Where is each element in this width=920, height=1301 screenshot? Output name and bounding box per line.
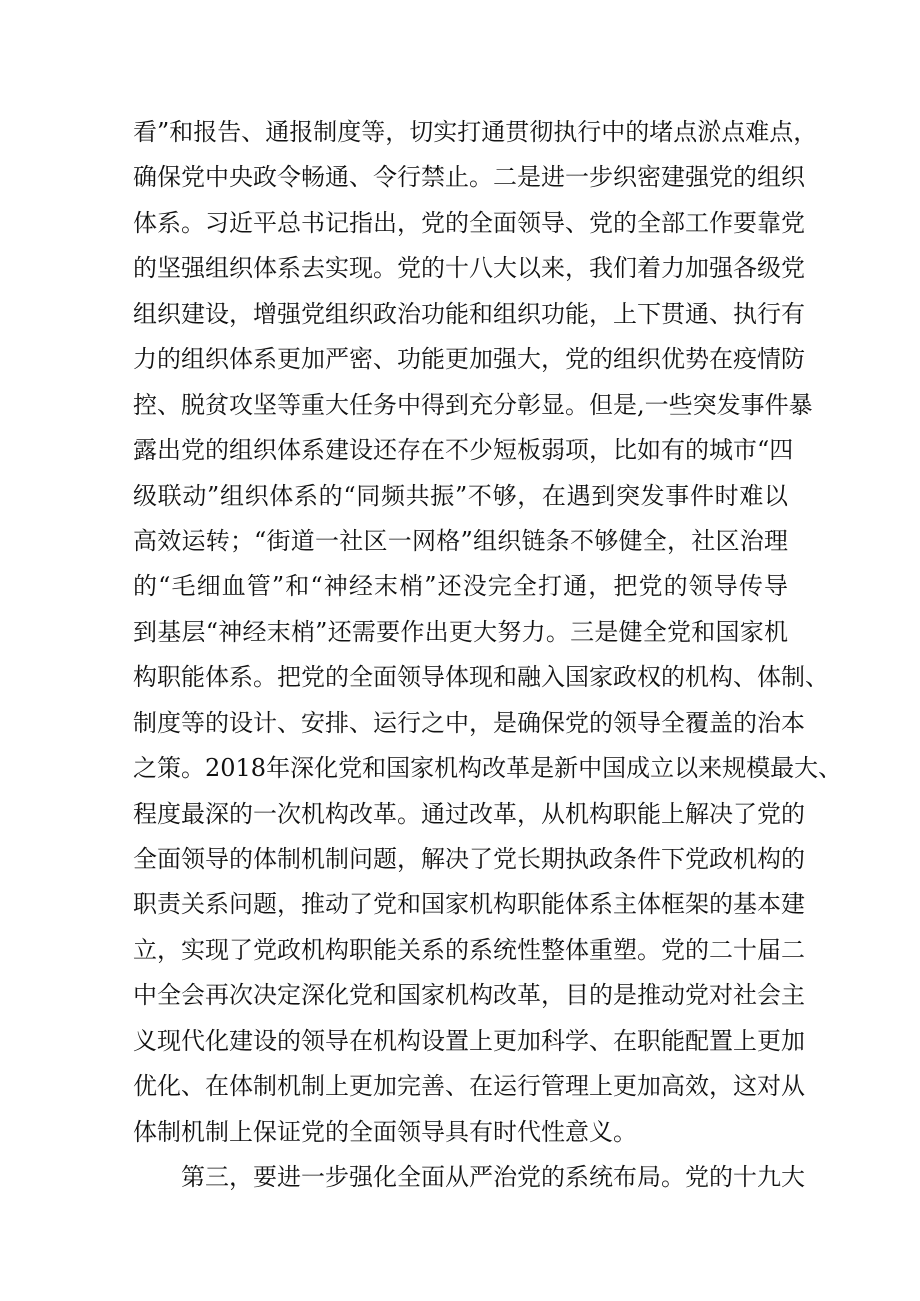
text-line: 到基层“神经末梢”还需要作出更大努力。三是健全党和国家机: [133, 617, 788, 646]
text-line: 制度等的设计、安排、运行之中，是确保党的领导全覆盖的治本: [133, 708, 805, 737]
text-line: 义现代化建设的领导在机构设置上更加科学、在职能配置上更加: [133, 1026, 805, 1055]
text-line: 的坚强组织体系去实现。党的十八大以来，我们着力加强各级党: [133, 254, 805, 283]
paragraph: [133, 110, 843, 1155]
text-line: 露出党的组织体系建设还存在不少短板弱项，比如有的城市“四: [133, 436, 794, 465]
text-line: 职责关系问题，推动了党和国家机构职能体系主体框架的基本建: [133, 890, 805, 919]
text-line: 优化、在体制机制上更加完善、在运行管理上更加高效，这对从: [133, 1072, 805, 1101]
text-line: 看”和报告、通报制度等，切实打通贯彻执行中的堵点淤点难点，: [133, 118, 818, 146]
text-line: 级联动”组织体系的“同频共振”不够，在遇到突发事件时难以: [133, 481, 788, 510]
text-line: 体制机制上保证党的全面领导具有时代性意义。: [133, 1117, 637, 1146]
text-line: 控、脱贫攻坚等重大任务中得到充分彰显。但是,一些突发事件暴: [133, 390, 813, 419]
text-line: 构职能体系。把党的全面领导体现和融入国家政权的机构、体制、: [133, 663, 829, 692]
text-line: 程度最深的一次机构改革。通过改革，从机构职能上解决了党的: [133, 799, 805, 828]
text-line: 确保党中央政令畅通、令行禁止。二是进一步织密建强党的组织: [133, 163, 805, 192]
text-line: 立，实现了党政机构职能关系的系统性整体重塑。党的二十届二: [133, 935, 805, 964]
text-line: 中全会再次决定深化党和国家机构改革，目的是推动党对社会主: [133, 981, 805, 1010]
text-line: 高效运转；“街道一社区一网格”组织链条不够健全，社区治理: [133, 526, 788, 555]
text-line: 的“毛细血管”和“神经末梢”还没完全打通，把党的领导传导: [133, 572, 788, 601]
paragraph: [133, 1155, 805, 1200]
text-line: 第三，要进一步强化全面从严治党的系统布局。党的十九大: [181, 1163, 805, 1192]
text-line: 之策。2018年深化党和国家机构改革是新中国成立以来规模最大、: [133, 754, 843, 783]
text-line: 组织建设，增强党组织政治功能和组织功能，上下贯通、执行有: [133, 299, 805, 328]
text-line: 体系。习近平总书记指出，党的全面领导、党的全部工作要靠党: [133, 208, 805, 237]
body-text: [133, 110, 843, 1201]
text-line: 力的组织体系更加严密、功能更加强大，党的组织优势在疫情防: [133, 345, 805, 374]
text-line: 全面领导的体制机制问题，解决了党长期执政条件下党政机构的: [133, 845, 805, 873]
